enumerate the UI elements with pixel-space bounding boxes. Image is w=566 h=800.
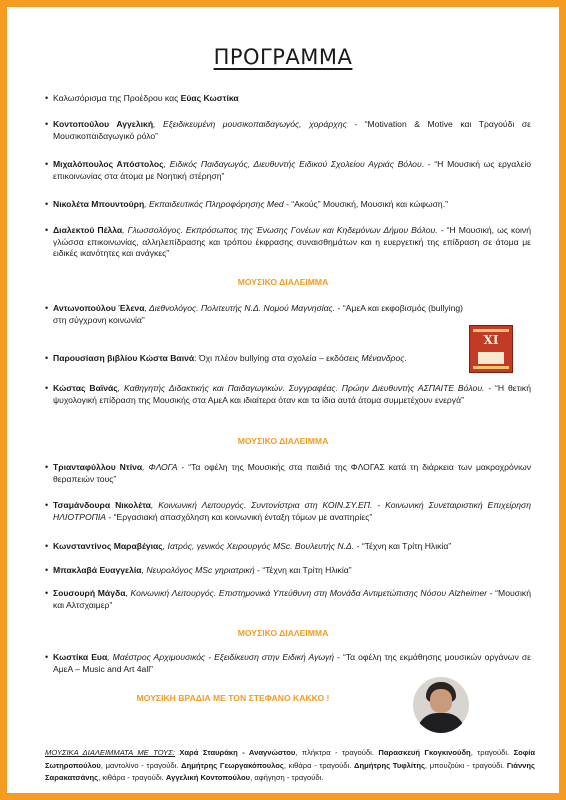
program-item: • Παρουσίαση βιβλίου Κώστα Βαινά: Όχι πλέον bullying στα σχολεία – εκδόσεις Μένανδρος. [45, 353, 407, 363]
bullet-icon: • [45, 462, 49, 472]
speaker-role: , Ειδικός Παιδαγωγός, Διευθυντής Ειδικού Σχολείου Αγριάς Βόλου [163, 159, 422, 169]
program-item [45, 652, 531, 675]
book-cover-text: ΧΙ [483, 333, 499, 347]
music-evening-label: ΜΟΥΣΙΚΗ ΒΡΑΔΙΑ ΜΕ ΤΟΝ ΣΤΕΦΑΝΟ ΚΑΚΚΟ ! [136, 693, 330, 703]
talk-title: - “Τα οφέλη της Μουσικής στα παιδιά της ΦΛΟΓΑΣ κατά τη διάρκεια των μακροχρόνιων θεραπειών τους” [53, 462, 531, 484]
speaker-name: Τριανταφύλλου Ντίνα [53, 462, 143, 472]
musician-instrument: , μπουζούκι - τραγούδι. [424, 760, 507, 770]
bullet-icon: • [45, 93, 49, 103]
bullet-icon: • [45, 159, 49, 169]
bullet-icon: • [45, 588, 49, 598]
speaker-name: Διαλεκτού Πέλλα [53, 225, 123, 235]
book-cover-image [469, 325, 513, 373]
program-item [45, 541, 531, 553]
speaker-role: , Μαέστρος Αρχιμουσικός - Εξειδίκευση στην Ειδική Αγωγή [107, 652, 335, 662]
talk-title: - “Ακούς” Μουσική, Μουσική και κώφωση.” [283, 199, 448, 209]
musician-instrument: , μαντολίνο - τραγούδι. [100, 760, 182, 770]
speaker-role: , Γλωσσολόγος. Εκπρόσωπος της Ένωσης Γονέων και Κηδεμόνων Δήμου Βόλου. [122, 225, 438, 235]
speaker-name: Μπακλαβά Ευαγγελία [53, 565, 142, 575]
bullet-icon: • [45, 199, 49, 209]
talk-title: . - “Η Μουσική ως εργαλείο επικοινωνίας στα άτομα με Νοητική στέρηση” [53, 159, 532, 181]
program-item [45, 93, 531, 105]
speaker-name: Κοντοπούλου Αγγελική [53, 119, 154, 129]
talk-title: - “Motivation & Motive και Τραγούδι σε Μουσικοπαιδαγωγικό ρόλο” [53, 119, 531, 141]
bullet-icon: • [45, 500, 49, 510]
bullet-icon: • [45, 353, 49, 363]
speaker-role: , Κοινωνική Λειτουργός. Επιστημονικά Υπεύθυνη στη Μονάδα Αντιμετώπισης Νόσου Alzheimer [125, 588, 487, 598]
publisher-name: Μένανδρος [361, 353, 405, 363]
program-item [45, 383, 531, 406]
speaker-role: , Καθηγητής Διδακτικής και Παιδαγωγικών. Συγγραφέας. Πρώην Διευθυντής ΑΣΠΑΙΤΕ Βόλου. [117, 383, 485, 393]
musician-instrument: , αφήγηση - τραγούδι. [250, 773, 324, 782]
item-text: Καλωσόρισμα της Προέδρου κας [53, 93, 181, 103]
program-item [45, 199, 531, 211]
speaker-name: Νικολέτα Μπουντούρη [53, 199, 145, 209]
program-item [45, 500, 531, 523]
talk-title: - “Η Μουσική, ως κοινή γλώσσα επικοινωνίας, αλληλεπίδρασης και τρόπου έκφρασης συναισθημάτων και η ευεργετική της επίδραση σε άτομα με ειδικές ικανότητες και ανάγκες” [53, 225, 531, 258]
music-break-label: ΜΟΥΣΙΚΟ ΔΙΑΛΕΙΜΜΑ [237, 436, 329, 446]
bullet-icon: • [45, 652, 49, 662]
speaker-role: , Κοινωνική Λειτουργός. Συντονίστρια στη ΚΟΙΝ.ΣΥ.ΕΠ. - Κοινωνική Συνεταιριστική Επιχείρηση ΗΛΙΟΤΡΟΠΙΑ [53, 500, 531, 522]
program-item [45, 303, 464, 326]
musician-name: Αγγελική Κοντοπούλου [165, 773, 251, 782]
speaker-name: Μιχαλόπουλος Απόστολος [53, 159, 164, 169]
music-break-label: ΜΟΥΣΙΚΟ ΔΙΑΛΕΙΜΜΑ [237, 628, 329, 638]
page-title: ΠΡΟΓΡΑΜΜΑ [213, 45, 353, 69]
bullet-icon: • [45, 303, 49, 313]
program-item [45, 119, 531, 142]
musician-instrument: , πλήκτρα - τραγούδι. [295, 748, 379, 757]
speaker-role: , Διεθνολόγος. Πολιτευτής Ν.Δ. Νομού Μαγνησίας. [144, 303, 336, 313]
speaker-name: Αντωνοπούλου Έλενα [53, 303, 145, 313]
talk-title: - “Τέχνη και Τρίτη Ηλικία” [254, 565, 352, 575]
musician-name: Δημήτρης Γεωργακόπουλος [181, 760, 284, 770]
talk-title: - “Η θετική ψυχολογική επίδραση της Μουσικής στα ΑμεΑ και ιδιαίτερα όταν και τα ίδια αυτά άτομα συμμετέχουν ενεργά” [53, 383, 531, 405]
musician-name: Δημήτρης Τυφλίτης [354, 760, 425, 770]
singer-photo [413, 677, 469, 733]
musician-name: Γιάννης Σαρακατσάνης [45, 760, 535, 782]
musician-instrument: , κιθάρα - τραγούδι. [283, 760, 355, 770]
footer-lead: ΜΟΥΣΙΚΑ ΔΙΑΛΕΙΜΜΑΤΑ ΜΕ ΤΟΥΣ: [45, 748, 175, 757]
bullet-icon: • [45, 119, 49, 129]
program-item [45, 159, 532, 182]
speaker-role: , Εκπαιδευτικός Πληροφόρησης Med [144, 199, 284, 209]
talk-title: - “Τέχνη και Τρίτη Ηλικία” [354, 541, 452, 551]
book-title: : Όχι πλέον bullying στα σχολεία – εκδόσεις [194, 353, 362, 363]
program-item [45, 462, 531, 485]
program-item [45, 565, 531, 577]
speaker-role: , ΦΛΟΓΑ [142, 462, 178, 472]
speaker-role: , Ιατρός, γενικός Χειρουργός MSc. Βουλευτής Ν.Δ. [162, 541, 355, 551]
speaker-name: Εύας Κωστίκα [180, 93, 239, 103]
talk-title: - “Τα οφέλη της εκμάθησης μουσικών οργάνων σε ΑμεΑ – Music and Art 4all” [53, 652, 531, 674]
footer-credits [45, 747, 535, 785]
talk-title: - “Εργασιακή απασχόληση και κοινωνική ένταξη τόμων με αναπηρίες” [106, 511, 373, 522]
bullet-icon: • [45, 225, 49, 235]
speaker-role: , Νευρολόγος MSc γηριατρική [141, 565, 255, 575]
musician-instrument: , τραγούδι. [470, 748, 514, 757]
musician-instrument: , κιθάρα - τραγούδι. [98, 773, 166, 782]
program-item [45, 588, 531, 611]
speaker-name: Τσαμάνδουρα Νικολέτα [53, 500, 151, 510]
bullet-icon: • [45, 383, 49, 393]
talk-title: - “Μουσική και Αλτσχαιμερ” [53, 588, 531, 610]
musician-name: Παρασκευή Γκογκινούδη [378, 748, 471, 757]
musician-name: Σοφία Σωτηροπούλου [45, 748, 535, 770]
speaker-name: Κώστας Βαϊνάς [53, 383, 118, 393]
speaker-role: , Εξειδικευμένη μουσικοπαιδαγωγός, χοράρχης [153, 119, 347, 129]
speaker-name: Κωνσταντίνος Μαραβέγιας [53, 541, 163, 551]
bullet-icon: • [45, 565, 49, 575]
talk-title: - “ΑμεΑ και εκφοβισμός (bullying) στη σύγχρονη κοινωνία” [53, 303, 464, 325]
program-item [45, 225, 531, 260]
speaker-name: Κωστίκα Ευα [53, 652, 108, 662]
musician-name: Χαρά Σταυράκη - Αναγνώστου [179, 748, 296, 757]
bullet-icon: • [45, 541, 49, 551]
music-break-label: ΜΟΥΣΙΚΟ ΔΙΑΛΕΙΜΜΑ [237, 277, 329, 287]
book-presentation: Παρουσίαση βιβλίου Κώστα Βαινά [53, 353, 195, 363]
speaker-name: Σουσουρή Μάγδα [53, 588, 126, 598]
